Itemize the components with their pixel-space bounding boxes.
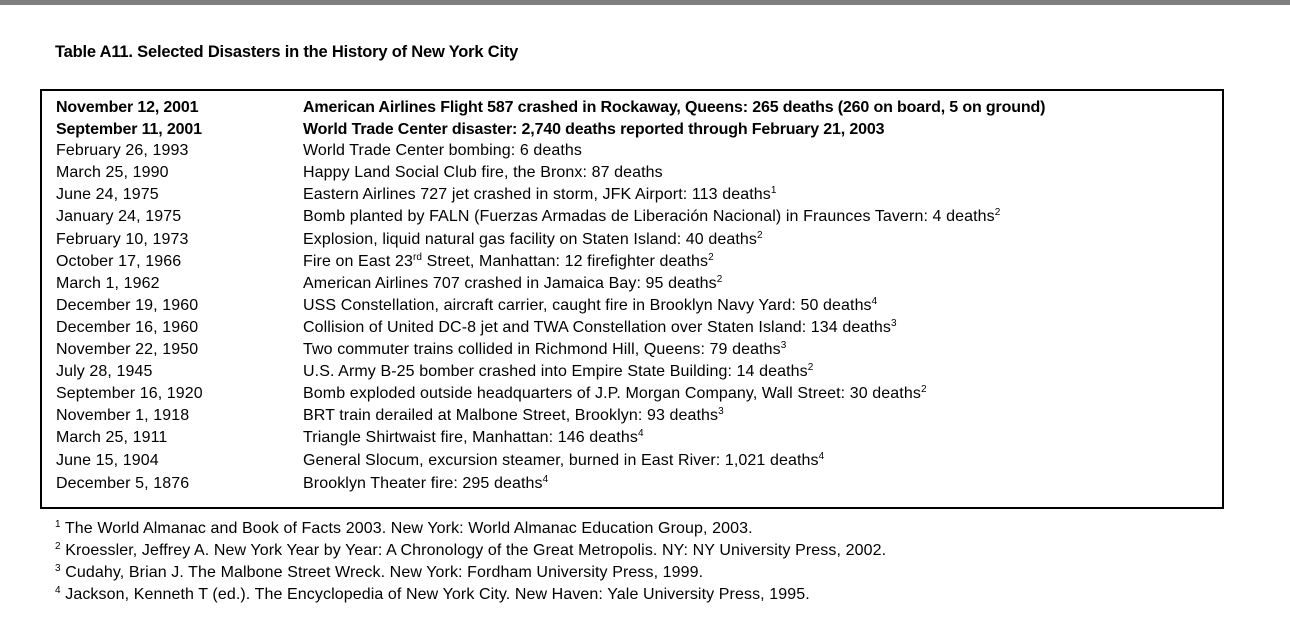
footnote-ref: 4 bbox=[637, 428, 644, 439]
table-row bbox=[42, 319, 1222, 341]
row-event: Bomb exploded outside headquarters of J.P. Morgan Company, Wall Street: 30 deaths$^2$ bbox=[303, 384, 927, 402]
table-row bbox=[42, 407, 1222, 429]
row-date: November 22, 1950 bbox=[56, 341, 199, 358]
row-date: December 19, 1960 bbox=[56, 297, 199, 314]
row-date: September 11, 2001 bbox=[56, 121, 202, 138]
row-event: American Airlines 707 crashed in Jamaica Bay: 95 deaths$^2$ bbox=[303, 274, 723, 292]
row-event: Happy Land Social Club fire, the Bronx: 87 deaths bbox=[303, 164, 663, 181]
row-event: Two commuter trains collided in Richmond Hill, Queens: 79 deaths$^3$ bbox=[303, 340, 787, 358]
row-event: American Airlines Flight 587 crashed in Rockaway, Queens: 265 deaths (260 on board, 5 on ground) bbox=[303, 99, 1046, 116]
row-event: Brooklyn Theater fire: 295 deaths$^4$ bbox=[303, 474, 549, 492]
table-title: Table A11. Selected Disasters in the History of New York City bbox=[55, 43, 519, 61]
table-row bbox=[42, 429, 1222, 451]
footnote: $^3$ Cudahy, Brian J. The Malbone Street Wreck. New York: Fordham University Press, 1999. bbox=[55, 563, 704, 581]
row-date: February 10, 1973 bbox=[56, 231, 189, 248]
footnote-ref: 4 bbox=[818, 451, 825, 462]
row-event: Eastern Airlines 727 jet crashed in storm, JFK Airport: 113 deaths$^1$ bbox=[303, 185, 777, 203]
row-date: February 26, 1993 bbox=[56, 142, 189, 159]
table-row bbox=[42, 121, 1222, 143]
footnote-ref: 2 bbox=[920, 384, 927, 395]
table-row bbox=[42, 452, 1222, 474]
table-row bbox=[42, 231, 1222, 253]
row-date: November 1, 1918 bbox=[56, 407, 190, 424]
row-date: March 25, 1990 bbox=[56, 164, 169, 181]
row-date: June 24, 1975 bbox=[56, 186, 159, 203]
footnote-ref: 2 bbox=[807, 362, 814, 373]
footnote-ref: 4 bbox=[871, 296, 878, 307]
footnotes bbox=[55, 520, 886, 608]
row-event: U.S. Army B-25 bomber crashed into Empire State Building: 14 deaths$^2$ bbox=[303, 362, 814, 380]
ordinal-suffix: rd bbox=[413, 252, 423, 263]
table-row bbox=[42, 186, 1222, 208]
footnote-ref: 2 bbox=[708, 252, 714, 263]
row-event: Fire on East 23rd Street, Manhattan: 12 firefighter deaths$^2$ bbox=[303, 252, 714, 270]
footnote-ref: 3 bbox=[890, 318, 897, 329]
footnote-ref: 3 bbox=[780, 340, 787, 351]
table-row bbox=[42, 253, 1222, 275]
footnote-ref: 2 bbox=[994, 207, 1001, 218]
table-row bbox=[42, 341, 1222, 363]
footnote-ref: 1 bbox=[770, 185, 777, 196]
row-event: World Trade Center bombing: 6 deaths bbox=[303, 142, 583, 159]
table-row bbox=[42, 208, 1222, 230]
row-date: November 12, 2001 bbox=[56, 99, 199, 116]
row-date: December 5, 1876 bbox=[56, 475, 190, 492]
row-event: BRT train derailed at Malbone Street, Brooklyn: 93 deaths$^3$ bbox=[303, 406, 724, 424]
row-date: October 17, 1966 bbox=[56, 253, 182, 270]
row-event: Explosion, liquid natural gas facility on Staten Island: 40 deaths$^2$ bbox=[303, 230, 763, 248]
row-date: March 1, 1962 bbox=[56, 275, 160, 292]
row-event: World Trade Center disaster: 2,740 deaths reported through February 21, 2003 bbox=[303, 121, 885, 138]
footnote-mark: 4 bbox=[55, 585, 61, 596]
footnote-ref: 2 bbox=[757, 230, 763, 241]
row-event: Bomb planted by FALN (Fuerzas Armadas de Liberación Nacional) in Fraunces Tavern: 4 deaths$^2$ bbox=[303, 207, 1001, 225]
row-date: January 24, 1975 bbox=[56, 208, 182, 225]
footnote-ref: 2 bbox=[716, 274, 723, 285]
table-row bbox=[42, 99, 1222, 121]
footnote-mark: 2 bbox=[55, 541, 61, 552]
row-date: July 28, 1945 bbox=[56, 363, 153, 380]
row-event: Collision of United DC-8 jet and TWA Constellation over Staten Island: 134 deaths$^3$ bbox=[303, 318, 897, 336]
footnote: $^2$ Kroessler, Jeffrey A. New York Year by Year: A Chronology of the Great Metropolis. NY: NY University Press, 2002. bbox=[55, 541, 887, 559]
row-date: March 25, 1911 bbox=[56, 429, 168, 446]
footnote-ref: 4 bbox=[542, 474, 549, 485]
table-row bbox=[42, 475, 1222, 497]
disasters-table bbox=[40, 89, 1224, 509]
footnote: $^1$ The World Almanac and Book of Facts 2003. New York: World Almanac Education Group, 2003. bbox=[55, 519, 753, 537]
row-date: December 16, 1960 bbox=[56, 319, 199, 336]
footnote-mark: 1 bbox=[55, 519, 61, 530]
top-rule bbox=[0, 0, 1290, 5]
table-row bbox=[42, 297, 1222, 319]
row-event: General Slocum, excursion steamer, burned in East River: 1,021 deaths$^4$ bbox=[303, 451, 825, 469]
row-event: USS Constellation, aircraft carrier, caught fire in Brooklyn Navy Yard: 50 deaths$^4$ bbox=[303, 296, 878, 314]
table-row bbox=[42, 142, 1222, 164]
table-row bbox=[42, 385, 1222, 407]
row-date: September 16, 1920 bbox=[56, 385, 203, 402]
table-row bbox=[42, 363, 1222, 385]
row-date: June 15, 1904 bbox=[56, 452, 159, 469]
table-row bbox=[42, 164, 1222, 186]
table-row bbox=[42, 275, 1222, 297]
row-event: Triangle Shirtwaist fire, Manhattan: 146 deaths$^4$ bbox=[303, 428, 644, 446]
footnote-mark: 3 bbox=[55, 563, 61, 574]
footnote-ref: 3 bbox=[718, 406, 724, 417]
footnote: $^4$ Jackson, Kenneth T (ed.). The Encyclopedia of New York City. New Haven: Yale University Press, 1995. bbox=[55, 585, 810, 603]
